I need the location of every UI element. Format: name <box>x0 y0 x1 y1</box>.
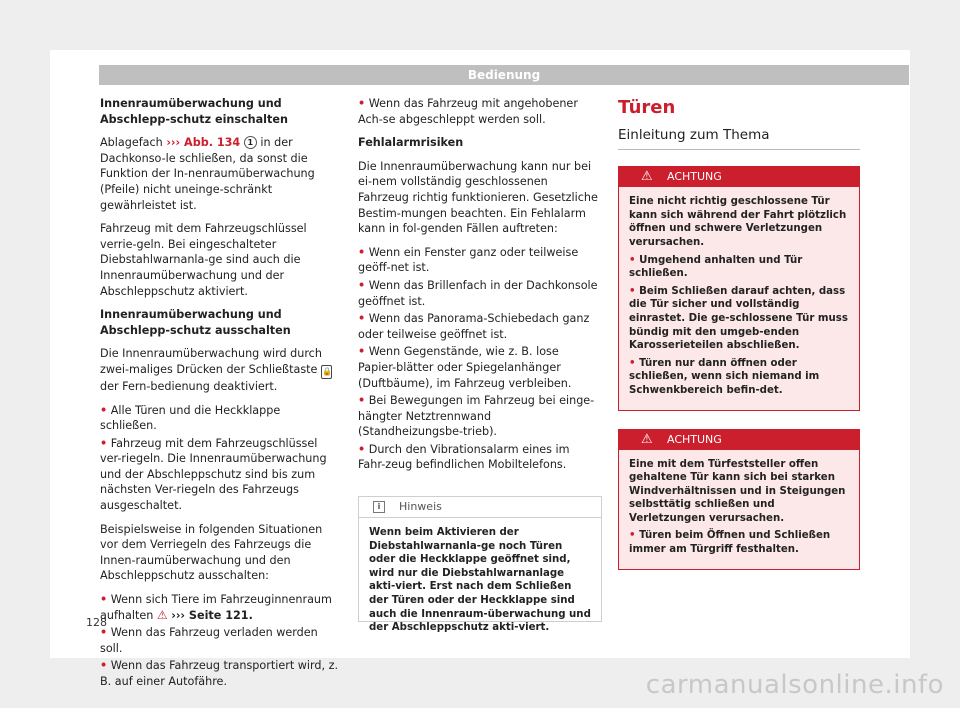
callout-number: 1 <box>244 136 257 149</box>
list-item: • Wenn das Fahrzeug mit angehobener Ach-se abgeschleppt werden soll. <box>358 97 578 126</box>
list-item: • Wenn das Fahrzeug verladen werden soll. <box>100 626 318 655</box>
watermark: carmanualsonline.info <box>645 670 944 700</box>
column-middle <box>358 96 598 475</box>
list-item: • Bei Bewegungen im Fahrzeug bei einge-hängter Netztrennwand (Standheizungsbe-trieb). <box>358 394 595 439</box>
warning-intro: Eine mit dem Türfeststeller offen gehaltene Tür kann sich bei starken Windverhältnissen und in Steigungen selbsttätig schließen und Verletzungen verursachen. <box>629 458 846 524</box>
warning-triangle-icon: ⚠ <box>641 169 653 185</box>
list-item: • Türen nur dann öffnen oder schließen, wenn sich niemand im Schwenkbereich befin-det. <box>629 357 820 396</box>
warning-label: ACHTUNG <box>667 170 722 184</box>
list-item: • Wenn das Panorama-Schiebedach ganz oder teilweise geöffnet ist. <box>358 312 590 341</box>
note-body: Wenn beim Aktivieren der Diebstahlwarnanla-ge noch Türen oder die Heckklappe geöffnet sind, wird nur die Diebstahlwarnanlage akti-viert. Erst nach dem Schließen der Türen oder der Heckklappe sind auch die Innenraum-überwachung und der Abschleppschutz akti-viert. <box>369 527 591 634</box>
warning-header <box>619 167 859 187</box>
page-number: 128 <box>86 616 107 629</box>
list-item: • Wenn ein Fenster ganz oder teilweise geöff-net ist. <box>358 245 579 275</box>
section-subtitle: Einleitung zum Thema <box>618 128 860 151</box>
column-left <box>100 96 340 692</box>
warning-intro: Eine nicht richtig geschlossene Tür kann sich während der Fahrt plötzlich öffnen und schwere Verletzungen verursachen. <box>629 196 847 248</box>
list-item: • Wenn Gegenstände, wie z. B. lose Papier-blätter oder Spiegelanhänger (Duftbäume), im Fahrzeug verbleiben. <box>358 345 572 390</box>
list-item: • Türen beim Öffnen und Schließen immer am Türgriff festhalten. <box>629 530 831 556</box>
warning-body <box>619 187 859 409</box>
heading-false-alarm: Fehlalarmrisiken <box>358 136 464 150</box>
list-item: • Beim Schließen darauf achten, dass die Tür sicher und vollständig einrastet. Die ge-schlossene Tür muss bündig mit den umgeb-enden Karosserieteilen abschließen. <box>629 285 848 352</box>
list-item: • Alle Türen und die Heckklappe schließen. <box>100 403 281 433</box>
list-item: • Wenn das Brillenfach in der Dachkonsole geöffnet ist. <box>358 278 598 308</box>
list-item: • Durch den Vibrationsalarm eines im Fahr-zeug befindlichen Mobiltelefons. <box>358 442 570 472</box>
warning-box <box>618 429 860 570</box>
figure-reference-link[interactable]: ››› Abb. 134 <box>166 136 241 150</box>
warning-box <box>618 166 860 410</box>
paragraph-false-alarm: Die Innenraumüberwachung kann nur bei ei-nem vollständig geschlossenen Fahrzeug richtig funktionieren. Gesetzliche Bestim-mungen beachten. Ein Fehlalarm kann in fol-genden Fällen auftreten: <box>358 159 598 236</box>
lock-key-icon: 🔒 <box>321 365 332 379</box>
note-box <box>358 496 602 634</box>
paragraph-situations: Beispielsweise in folgenden Situationen vor dem Verriegeln des Fahrzeugs die Innen-raumüberwachung und den Abschleppschutz ausschalten: <box>100 522 323 583</box>
section-title: Türen <box>618 97 676 118</box>
list-item: • Wenn sich Tiere im Fahrzeuginnenraum aufhalten ⚠ ››› Seite 121. <box>100 593 332 622</box>
list-item: • Umgehend anhalten und Tür schließen. <box>629 254 803 280</box>
heading-activate: Innenraumüberwachung und Abschlepp-schutz einschalten <box>100 97 288 126</box>
paragraph-deactivate: Die Innenraumüberwachung wird durch zwei-maliges Drücken der Schließtaste 🔒 der Fern-bedienung deaktiviert. <box>100 347 332 393</box>
paragraph-storage: Ablagefach ››› Abb. 134 1 in der Dachkonso-le schließen, da sonst die Funktion der In-nenraumüberwachung (Pfeile) nicht uneinge-schränkt gewährleistet ist. <box>100 136 315 212</box>
note-title: Hinweis <box>399 500 442 513</box>
warning-triangle-icon: ⚠ <box>156 607 168 622</box>
heading-deactivate: Innenraumüberwachung und Abschlepp-schutz ausschalten <box>100 308 291 337</box>
paragraph-lock: Fahrzeug mit dem Fahrzeugschlüssel verrie-geln. Bei eingeschalteter Diebstahlwarnanla-ge sind auch die Innenraumüberwachung und der Abschleppschutz aktiviert. <box>100 222 307 298</box>
list-item: • Wenn das Fahrzeug transportiert wird, z. B. auf einer Autofähre. <box>100 659 339 688</box>
note-header <box>359 497 601 518</box>
info-icon: i <box>373 501 385 513</box>
warning-header <box>619 430 859 450</box>
warning-label: ACHTUNG <box>667 432 722 446</box>
page-reference-link[interactable]: ››› Seite 121. <box>171 608 253 622</box>
warning-body <box>619 450 859 569</box>
column-right <box>618 96 860 588</box>
warning-triangle-icon: ⚠ <box>641 431 653 447</box>
section-header: Bedienung <box>99 65 909 85</box>
list-item: • Fahrzeug mit dem Fahrzeugschlüssel ver-riegeln. Die Innenraumüberwachung und der Abschleppschutz sind bis zum nächsten Ver-riegeln des Fahrzeugs ausgeschaltet. <box>100 436 327 513</box>
